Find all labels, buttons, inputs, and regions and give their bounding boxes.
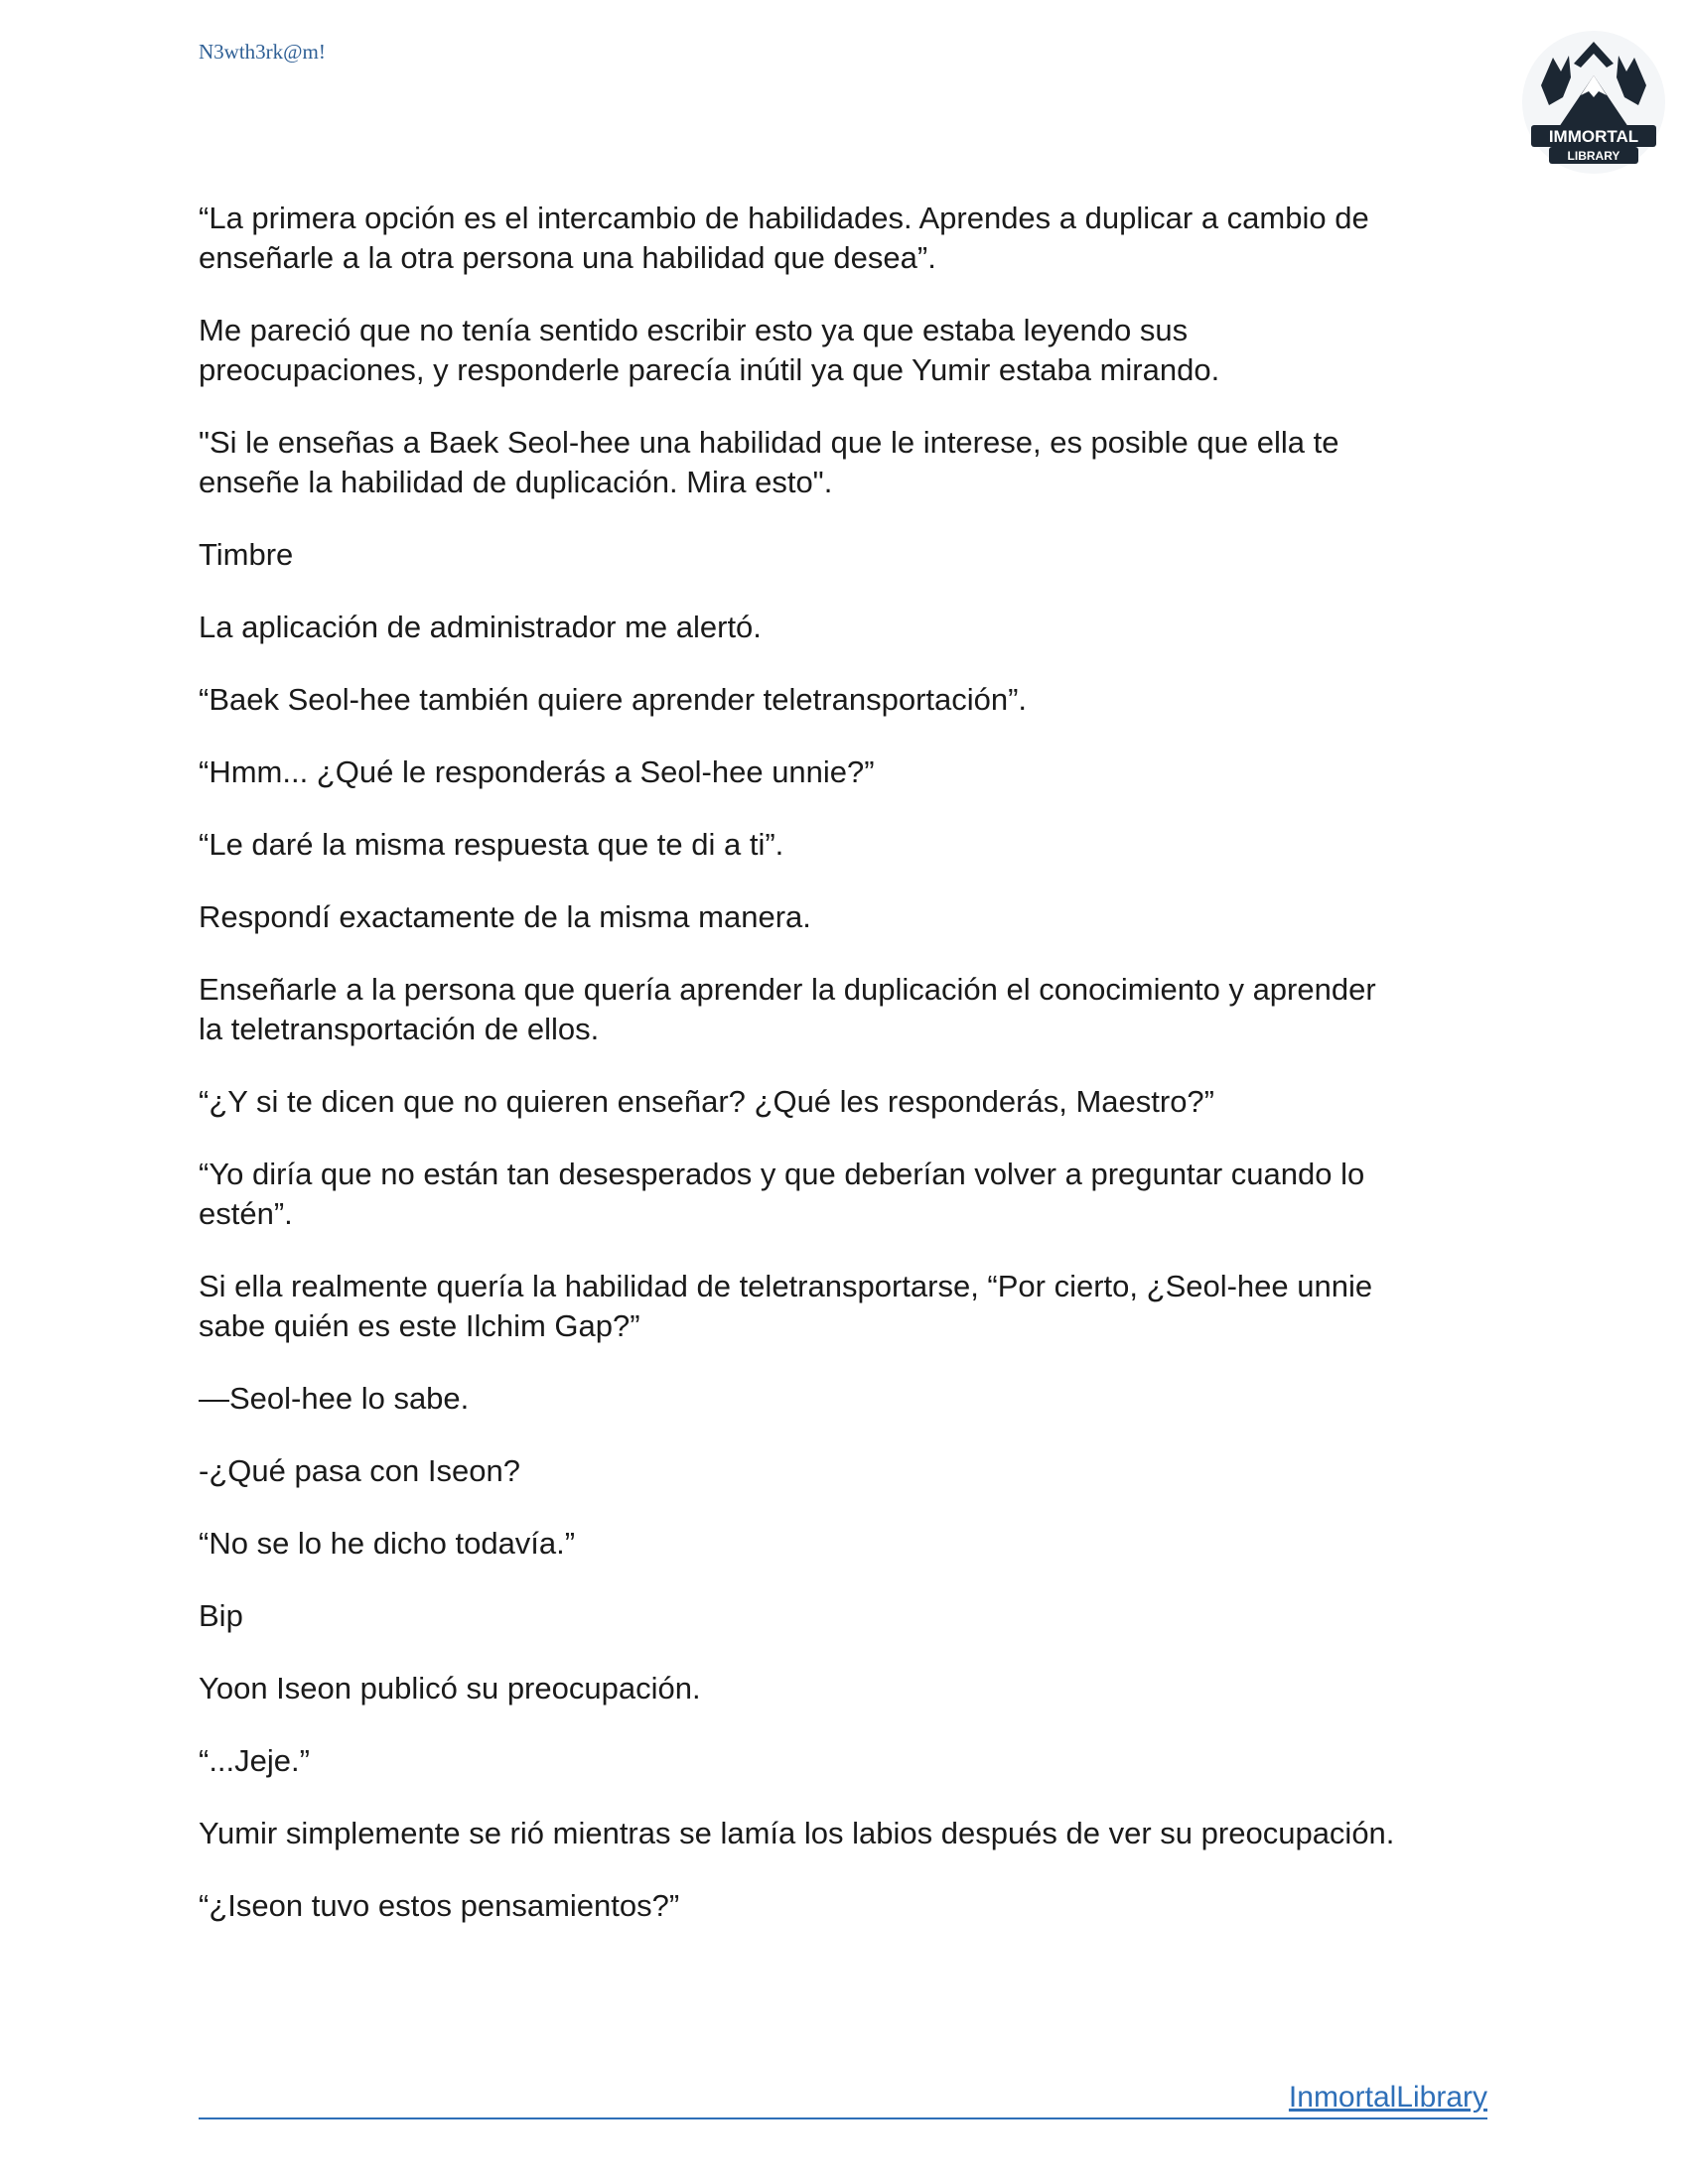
logo-text-library: LIBRARY — [1567, 149, 1620, 163]
paragraph: Timbre — [199, 537, 294, 572]
footer-link[interactable]: InmortalLibrary — [1288, 2081, 1487, 2114]
paragraph: “¿Y si te dicen que no quieren enseñar? ¿Qué les responderás, Maestro?” — [199, 1084, 1214, 1119]
paragraph: Respondí exactamente de la misma manera. — [199, 899, 811, 934]
paragraph: “No se lo he dicho todavía.” — [199, 1526, 576, 1561]
paragraph: Me pareció que no tenía sentido escribir esto ya que estaba leyendo sus preocupaciones, y responderle parecía inútil ya que Yumir estaba mirando. — [199, 313, 1220, 387]
footer-rule — [199, 2117, 1487, 2119]
paragraph: Yumir simplemente se rió mientras se lamía los labios después de ver su preocupación. — [199, 1816, 1395, 1850]
paragraph: “Yo diría que no están tan desesperados y que deberían volver a preguntar cuando lo estén”. — [199, 1157, 1365, 1231]
paragraph: “Hmm... ¿Qué le responderás a Seol-hee unnie?” — [199, 754, 875, 789]
paragraph: “La primera opción es el intercambio de habilidades. Aprendes a duplicar a cambio de enseñarle a la otra persona una habilidad que desea”. — [199, 201, 1369, 275]
paragraph: “...Jeje.” — [199, 1743, 310, 1778]
paragraph: —Seol-hee lo sabe. — [199, 1381, 470, 1416]
paragraph: La aplicación de administrador me alertó. — [199, 610, 762, 644]
paragraph: -¿Qué pasa con Iseon? — [199, 1453, 520, 1488]
logo-text-immortal: IMMORTAL — [1548, 127, 1639, 146]
document-body — [199, 199, 1509, 1959]
paragraph: Yoon Iseon publicó su preocupación. — [199, 1671, 701, 1706]
header-tag: N3wth3rk@m! — [199, 40, 326, 64]
paragraph: Bip — [199, 1598, 243, 1633]
logo-icon — [1519, 28, 1668, 177]
paragraph: “¿Iseon tuvo estos pensamientos?” — [199, 1888, 680, 1923]
paragraph: Enseñarle a la persona que quería aprender la duplicación el conocimiento y aprender la teletransportación de ellos. — [199, 972, 1376, 1046]
paragraph: “Baek Seol-hee también quiere aprender teletransportación”. — [199, 682, 1028, 717]
paragraph: Si ella realmente quería la habilidad de teletransportarse, “Por cierto, ¿Seol-hee unnie sabe quién es este Ilchim Gap?” — [199, 1269, 1373, 1343]
paragraph: “Le daré la misma respuesta que te di a ti”. — [199, 827, 784, 862]
paragraph: "Si le enseñas a Baek Seol-hee una habilidad que le interese, es posible que ella te enseñe la habilidad de duplicación. Mira esto". — [199, 425, 1339, 499]
immortal-library-logo — [1519, 28, 1668, 177]
